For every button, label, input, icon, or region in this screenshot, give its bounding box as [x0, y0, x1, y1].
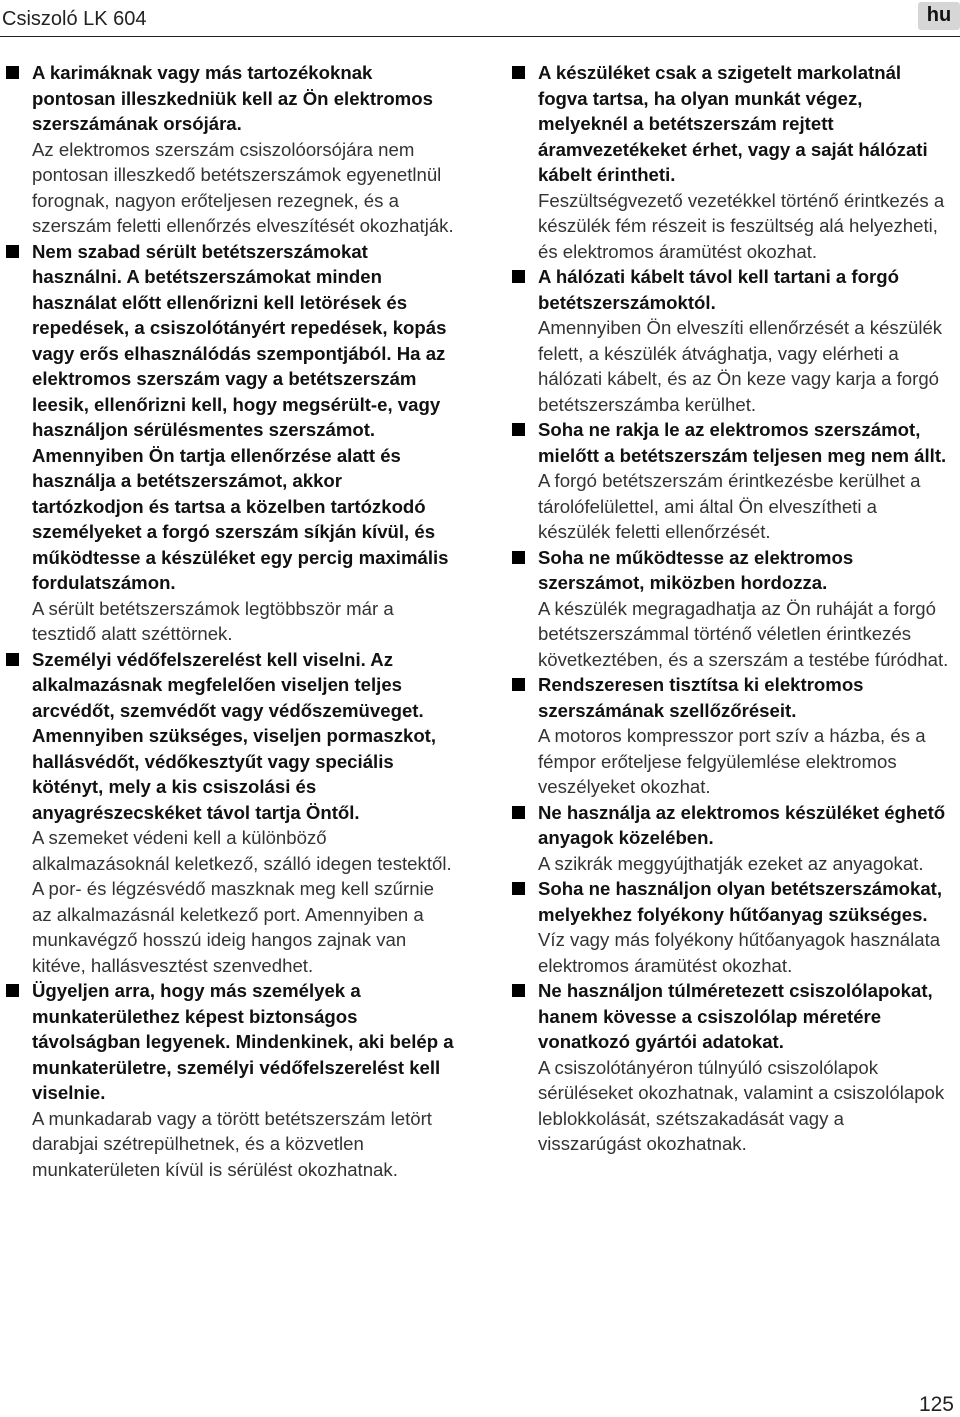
warning-heading: Ügyeljen arra, hogy más személyek a munkaterülethez képest biztonságos távolságban legyenek. Mindenkinek, aki belép a munkaterületre, személyi védőfelszerelést kell viselnie. — [32, 980, 454, 1103]
warning-heading: A hálózati kábelt távol kell tartani a forgó betétszerszámoktól. — [538, 266, 899, 313]
safety-item — [6, 647, 456, 979]
warning-explanation: A motoros kompresszor port szív a házba, és a fémpor erőteljese felgyülemlése elektromos veszélyeket okozhat. — [538, 725, 926, 797]
square-bullet-icon — [512, 270, 525, 283]
safety-item — [6, 239, 456, 647]
page-number: 125 — [918, 1393, 954, 1416]
warning-explanation: Az elektromos szerszám csiszolóorsójára nem pontosan illeszkedő betétszerszámok egyenetlnül forognak, nagyon erőteljesen rezegnek, és a szerszám feletti ellenőrzés elveszítését okozhatják. — [32, 138, 454, 236]
safety-item — [6, 60, 456, 239]
language-badge: hu — [918, 2, 960, 30]
warning-heading: Ne használja az elektromos készüléket éghető anyagok közelében. — [538, 801, 946, 848]
document-title: Csiszoló LK 604 — [2, 8, 147, 30]
safety-item — [6, 978, 456, 1182]
square-bullet-icon — [6, 653, 19, 666]
warning-explanation: Amennyiben Ön elveszíti ellenőrzését a készülék felett, a készülék átvághatja, vagy elérheti a hálózati kábelt, és az Ön keze vagy karja a forgó betétszerszámba kerülhet. — [538, 317, 943, 415]
safety-item — [512, 545, 952, 673]
square-bullet-icon — [512, 882, 525, 895]
header-divider — [0, 36, 960, 37]
warning-heading: Személyi védőfelszerelést kell viselni. Az alkalmazásnak megfelelően viseljen teljes arcvédőt, szemvédőt vagy védőszemüveget. Amennyiben szükséges, viseljen pormaszkot, hallásvédőt, védőkesztyűt vagy speciális kötényt, mely a kis csiszolási és anyagrészecskéket távol tartja Öntől. — [32, 648, 437, 823]
warning-explanation: A sérült betétszerszámok legtöbbször már a tesztidő alatt széttörnek. — [32, 597, 394, 644]
warning-explanation: A csiszolótányéron túlnyúló csiszolólapok sérüléseket okozhatnak, valamint a csiszolólapok leblokkolását, szétszakadását vagy a visszarúgást okozhatnak. — [538, 1056, 945, 1154]
warning-heading: A karimáknak vagy más tartozékoknak pontosan illeszkedniük kell az Ön elektromos szerszámának orsójára. — [32, 62, 433, 134]
square-bullet-icon — [512, 984, 525, 997]
warning-heading: Amennyiben Ön tartja ellenőrzése alatt és használja a betétszerszámot, akkor tartózkodjon és tartsa a közelben tartózkodó személyeket a forgó szerszám síkján kívül, és működtesse a készüléket egy percig maximális fordulatszámon. — [32, 444, 449, 593]
warning-explanation: A munkadarab vagy a törött betétszerszám letört darabjai szétrepülhetnek, és a közvetlen munkaterületen kívül is sérülést okozhatnak. — [32, 1107, 432, 1180]
safety-item — [512, 876, 952, 978]
safety-item — [512, 978, 952, 1157]
safety-item — [512, 800, 952, 877]
safety-item — [512, 264, 952, 417]
warning-explanation: Feszültségvezető vezetékkel történő érintkezés a készülék fém részeit is feszültség alá helyezheti, és elektromos áramütést okozhat. — [538, 189, 945, 262]
warning-heading: Soha ne használjon olyan betétszerszámokat, melyekhez folyékony hűtőanyag szükséges. — [538, 878, 943, 925]
warning-explanation: A forgó betétszerszám érintkezésbe kerülhet a tárolófelülettel, ami által Ön elveszítheti a készülék feletti ellenőrzését. — [538, 470, 921, 542]
left-column — [6, 60, 456, 1182]
safety-item — [512, 60, 952, 264]
warning-explanation: A szemeket védeni kell a különböző alkalmazásoknál keletkező, szálló idegen testektől. A por- és légzésvédő maszknak meg kell szűrnie az alkalmazásnál keletkező port. Amennyiben a munkavégző hosszú ideig hangos zajnak van kitéve, hallásvesztést szenvedhet. — [32, 827, 452, 976]
warning-heading: Ne használjon túlméretezett csiszolólapokat, hanem kövesse a csiszolólap méretére vonatkozó gyártói adatokat. — [538, 980, 933, 1052]
warning-heading: A készüléket csak a szigetelt markolatnál fogva tartsa, ha olyan munkát végez, melyeknél a betétszerszám rejtett áramvezetékeket érhet, vagy a saját hálózati kábelt érintheti. — [538, 62, 928, 185]
square-bullet-icon — [512, 423, 525, 436]
safety-item — [512, 417, 952, 545]
warning-heading: Nem szabad sérült betétszerszámokat használni. A betétszerszámokat minden használat előtt ellenőrizni kell letörések és repedések, a csiszolótányért repedések, kopás vagy erős elhasználódás szempontjából. Ha az elektromos szerszám vagy a betétszerszám leesik, ellenőrizni kell, hogy megsérült-e, vagy használjon sérülésmentes szerszámot. — [32, 240, 447, 440]
warning-explanation: A készülék megragadhatja az Ön ruháját a forgó betétszerszámmal történő véletlen érintkezés következtében, és a szerszám a testébe fúródhat. — [538, 597, 949, 670]
square-bullet-icon — [6, 245, 19, 258]
warning-heading: Soha ne működtesse az elektromos szerszámot, miközben hordozza. — [538, 546, 854, 593]
right-column — [512, 60, 952, 1157]
square-bullet-icon — [512, 551, 525, 564]
square-bullet-icon — [512, 66, 525, 79]
warning-heading: Rendszeresen tisztítsa ki elektromos szerszámának szellőzőréseit. — [538, 674, 864, 721]
square-bullet-icon — [6, 984, 19, 997]
square-bullet-icon — [6, 66, 19, 79]
square-bullet-icon — [512, 678, 525, 691]
square-bullet-icon — [512, 806, 525, 819]
page-header — [0, 0, 960, 36]
warning-explanation: Víz vagy más folyékony hűtőanyagok használata elektromos áramütést okozhat. — [538, 929, 941, 976]
warning-heading: Soha ne rakja le az elektromos szerszámot, mielőtt a betétszerszám teljesen meg nem állt. — [538, 419, 947, 466]
safety-item — [512, 672, 952, 800]
warning-explanation: A szikrák meggyújthatják ezeket az anyagokat. — [538, 852, 924, 874]
